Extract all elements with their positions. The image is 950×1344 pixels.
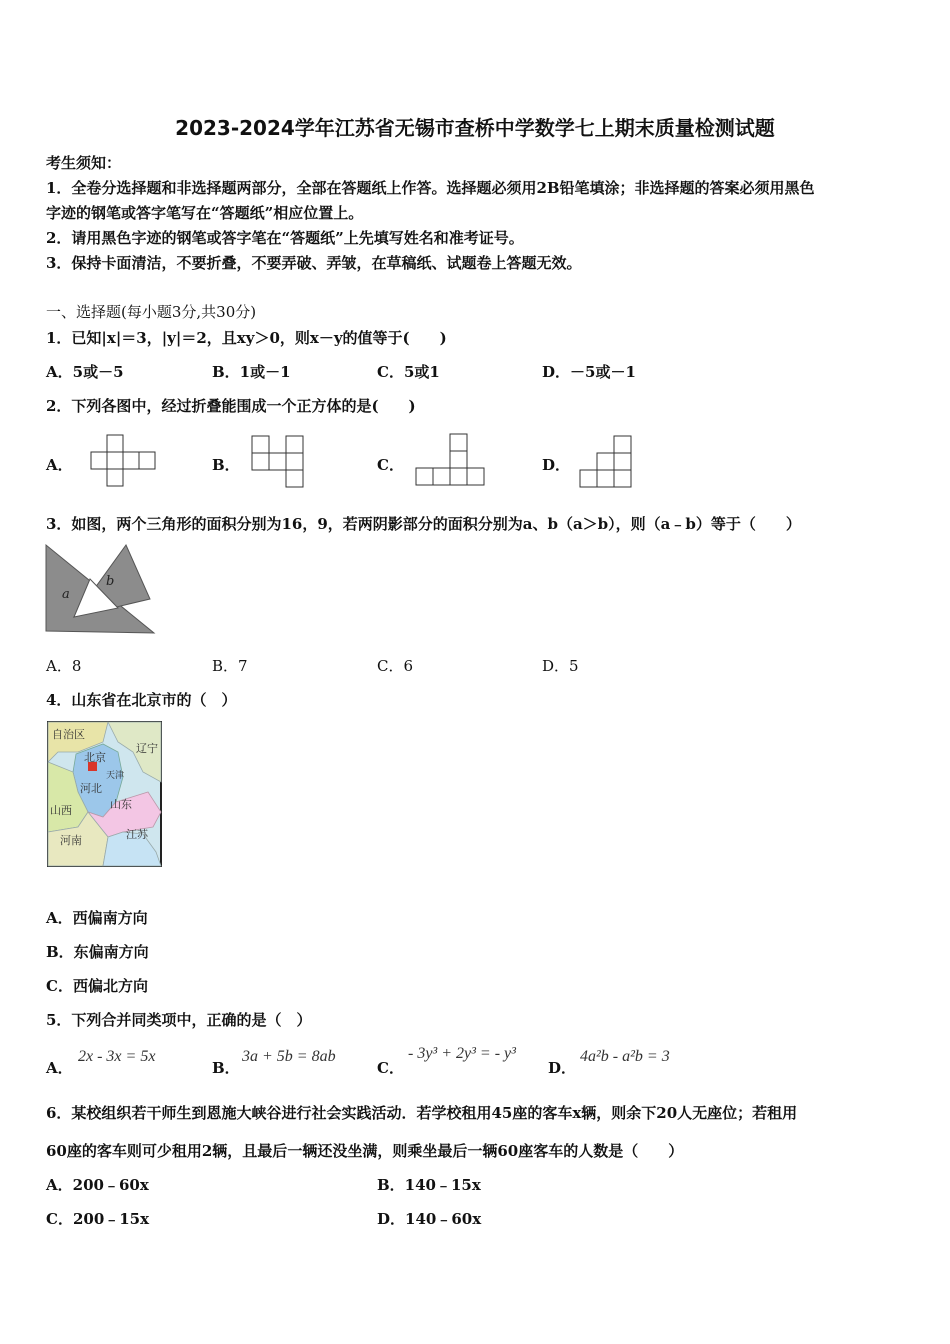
q5-expr-a: 2x - 3x = 5x [78,1048,156,1065]
map-label-henan: 河南 [60,834,82,847]
q2-option-b[interactable]: B． [212,456,240,474]
section-heading: 一、选择题(每小题3分,共30分) [46,303,257,321]
notice-line-3: 3．保持卡面清洁，不要折叠，不要弄破、弄皱，在草稿纸、试题卷上答题无效。 [46,254,582,272]
q3-option-d[interactable]: D．5 [542,657,579,675]
map-label-shanxi: 山西 [50,804,72,817]
q3-option-a[interactable]: A．8 [46,657,82,675]
page-title: 2023-2024学年江苏省无锡市查桥中学数学七上期末质量检测试题 [175,116,775,140]
q3-option-b[interactable]: B．7 [212,657,248,675]
notice-line-1: 1．全卷分选择题和非选择题两部分，全部在答题纸上作答。选择题必须用2B铅笔填涂；非选择题的答案必须用黑色 [46,179,815,197]
cube-net-c-figure [414,432,488,488]
map-label-shandong: 山东 [110,798,132,811]
shaded-area-b-label: b [106,574,115,589]
q2-option-a[interactable]: A． [46,456,73,474]
map-label-liaoning: 辽宁 [136,742,158,755]
q6-option-b[interactable]: B．140﹣15x [377,1176,481,1194]
notice-line-2: 2．请用黑色字迹的钢笔或答字笔在“答题纸”上先填写姓名和准考证号。 [46,229,524,247]
question-5-stem: 5．下列合并同类项中，正确的是（ ） [46,1011,312,1029]
triangles-figure [44,543,156,637]
map-label-tianjin: 天津 [106,771,125,781]
q5-expr-d: 4a²b - a²b = 3 [580,1048,670,1065]
q5-option-c[interactable]: C． [377,1059,404,1077]
q4-option-a[interactable]: A．西偏南方向 [46,909,148,927]
question-6-stem-line-2: 60座的客车则可少租用2辆，且最后一辆还没坐满，则乘坐最后一辆60座客车的人数是（ ） [46,1142,684,1160]
question-1-stem: 1．已知|x|＝3，|y|＝2，且xy＞0，则x－y的值等于( ) [46,329,447,347]
notice-line-1b: 字迹的钢笔或答字笔写在“答题纸”相应位置上。 [46,204,364,222]
cube-net-a-figure [88,434,160,490]
q5-option-b[interactable]: B． [212,1059,240,1077]
q6-option-a[interactable]: A．200﹣60x [46,1176,149,1194]
q2-option-d[interactable]: D． [542,456,571,474]
region-map-figure [48,722,162,867]
q3-option-c[interactable]: C．6 [377,657,414,675]
q5-expr-c: - 3y³ + 2y³ = - y³ [408,1045,516,1062]
q5-option-d[interactable]: D． [548,1059,577,1077]
map-label-beijing: 北京 [84,751,106,764]
map-label-hebei: 河北 [80,782,102,795]
question-6-stem-line-1: 6．某校组织若干师生到恩施大峡谷进行社会实践活动．若学校租用45座的客车x辆，则余下20人无座位；若租用 [46,1104,798,1122]
q5-option-a[interactable]: A． [46,1059,73,1077]
question-2-stem: 2．下列各图中，经过折叠能围成一个正方体的是( ) [46,397,416,415]
map-label-jiangsu: 江苏 [126,828,148,841]
cube-net-b-figure [250,434,306,492]
notice-heading: 考生须知： [46,154,122,172]
q6-option-d[interactable]: D．140﹣60x [377,1210,482,1228]
q5-expr-b: 3a + 5b = 8ab [242,1048,336,1065]
map-label-zizhiqu: 自治区 [52,728,85,741]
q6-option-c[interactable]: C．200﹣15x [46,1210,150,1228]
q1-option-d[interactable]: D．－5或－1 [542,363,636,381]
q4-option-b[interactable]: B．东偏南方向 [46,943,149,961]
q1-option-a[interactable]: A．5或－5 [46,363,124,381]
question-4-stem: 4．山东省在北京市的（ ） [46,691,237,709]
question-3-stem: 3．如图，两个三角形的面积分别为16，9，若两阴影部分的面积分别为a、b（a＞b），则（a﹣b）等于（ ） [46,515,801,533]
shaded-area-a-label: a [62,587,70,602]
q1-option-c[interactable]: C．5或1 [377,363,440,381]
q4-option-c[interactable]: C．西偏北方向 [46,977,148,995]
q1-option-b[interactable]: B．1或－1 [212,363,291,381]
cube-net-d-figure [578,434,634,490]
q2-option-c[interactable]: C． [377,456,404,474]
